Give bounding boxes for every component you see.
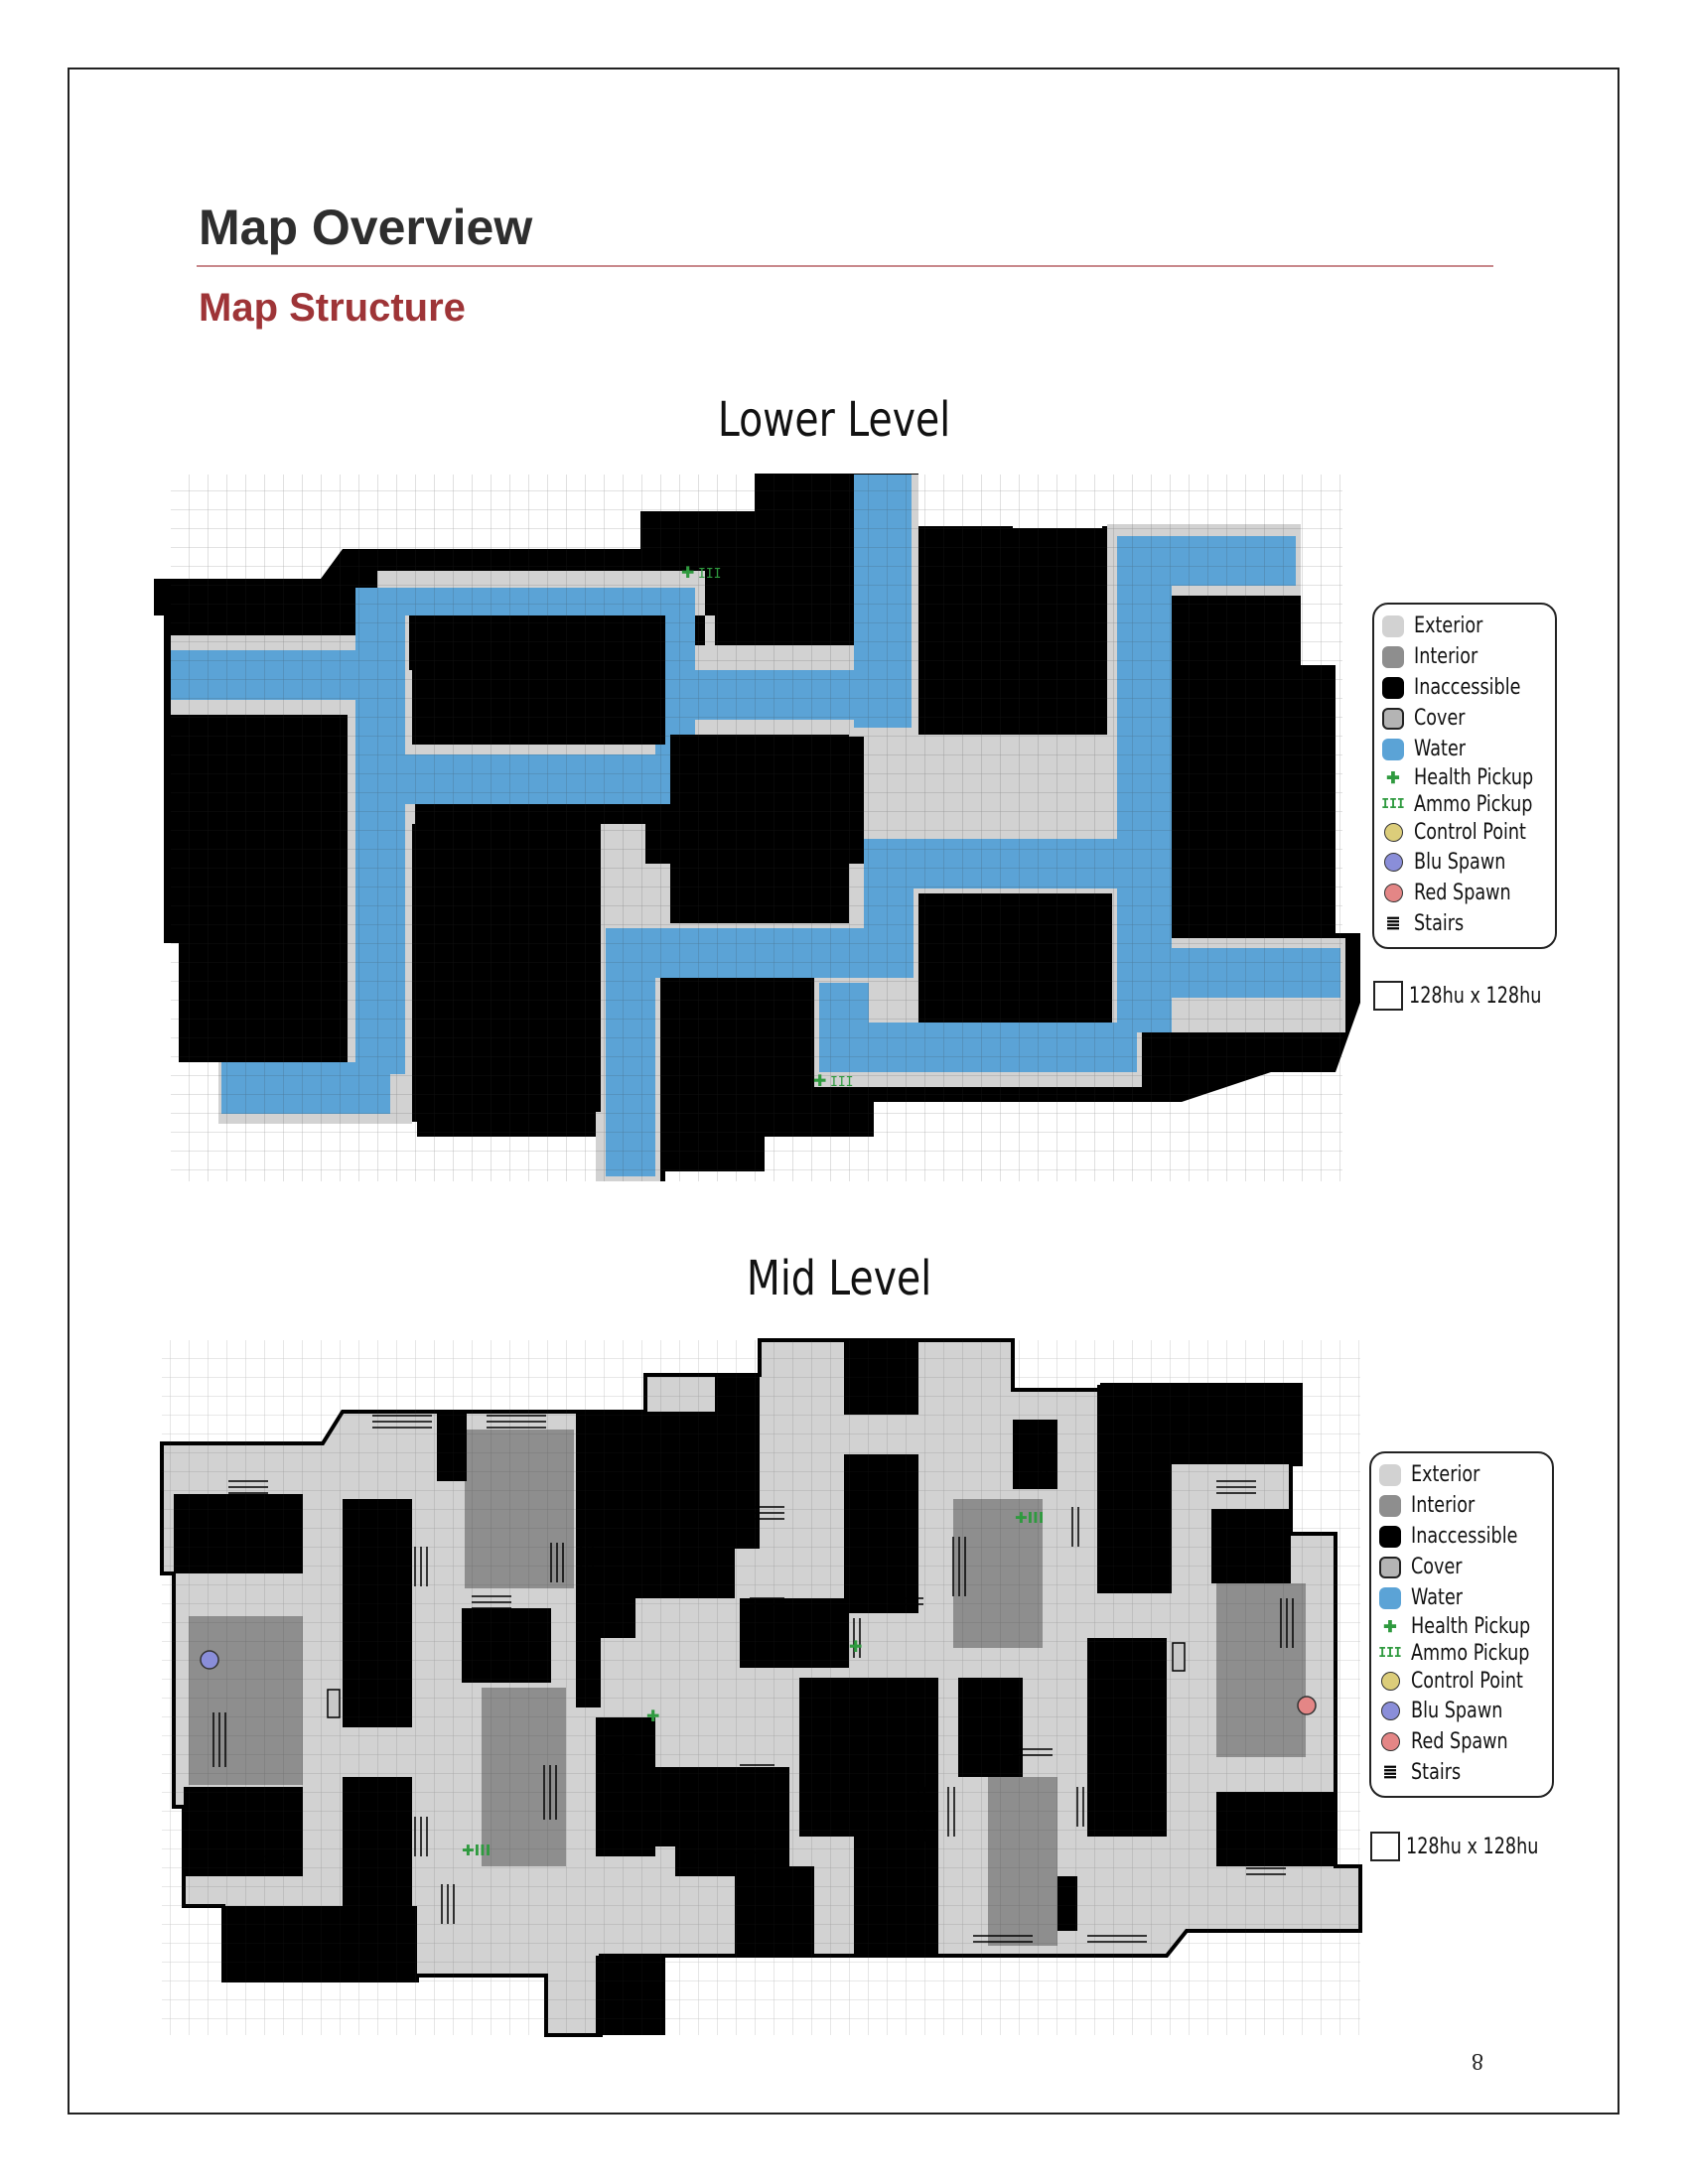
legend-item: Control Point (1371, 1667, 1552, 1696)
mid-legend (1369, 1451, 1554, 1798)
stairs-icon: ≣ (1382, 1762, 1398, 1782)
legend-item: Cover (1371, 1552, 1552, 1582)
svg-text:III: III (698, 567, 722, 582)
control-point-marker (1384, 823, 1403, 842)
inaccessible-swatch (1379, 1526, 1401, 1548)
legend-item: Exterior (1374, 611, 1555, 641)
legend-item: ≣ Stairs (1371, 1757, 1552, 1788)
mid-level-caption: Mid Level (746, 1251, 932, 1306)
scale-label: 128hu x 128hu (1406, 1834, 1539, 1859)
water-swatch (1379, 1587, 1401, 1609)
legend-item: III Ammo Pickup (1381, 792, 1533, 817)
lower-grid-overlay (171, 475, 1342, 1181)
grid-square-icon (1370, 1832, 1400, 1861)
exterior-swatch (1382, 615, 1404, 637)
legend-item: Water (1371, 1582, 1552, 1613)
lower-level-map (154, 474, 1360, 1181)
health-cross-icon: ✚ (1383, 1618, 1397, 1636)
legend-item: ✚ Health Pickup (1374, 764, 1555, 791)
legend-item: Exterior (1371, 1459, 1552, 1490)
blu-spawn-marker (201, 1651, 218, 1669)
mid-health-pickup: ✚ (849, 1637, 863, 1656)
red-spawn-marker (1384, 884, 1403, 902)
section-title: Map Structure (199, 286, 466, 330)
mid-health-ammo-pickup: ✚III (1015, 1509, 1045, 1527)
legend-item: Blu Spawn (1374, 847, 1555, 878)
legend-item: Inaccessible (1371, 1521, 1552, 1552)
legend-item: ✚ Health Pickup (1371, 1613, 1552, 1640)
mid-grid-overlay (162, 1340, 1360, 2035)
legend-item: Control Point (1374, 818, 1555, 847)
legend-item: Water (1374, 734, 1555, 764)
svg-text:✚: ✚ (813, 1071, 827, 1090)
blu-spawn-marker (1381, 1702, 1400, 1720)
svg-text:III: III (830, 1075, 854, 1090)
page-title: Map Overview (199, 200, 533, 255)
interior-swatch (1382, 646, 1404, 668)
legend-item: Red Spawn (1374, 878, 1555, 908)
inaccessible-swatch (1382, 677, 1404, 699)
svg-text:✚: ✚ (681, 563, 695, 582)
mid-health-ammo-pickup: ✚III (462, 1842, 492, 1859)
legend-item: ≣ Stairs (1374, 908, 1555, 939)
cover-swatch (1382, 708, 1404, 730)
interior-swatch (1379, 1495, 1401, 1517)
water-swatch (1382, 739, 1404, 760)
legend-item: Interior (1371, 1490, 1552, 1521)
red-spawn-marker (1381, 1732, 1400, 1751)
mid-cover-crate (328, 1690, 340, 1717)
lower-legend (1372, 603, 1557, 949)
mid-level-map (162, 1340, 1360, 2035)
mid-scale-indicator (1370, 1832, 1572, 1861)
health-cross-icon: ✚ (1386, 769, 1400, 787)
exterior-swatch (1379, 1464, 1401, 1486)
stairs-icon: ≣ (1385, 913, 1401, 933)
ammo-icon: III (1378, 1646, 1402, 1661)
legend-item: Interior (1374, 641, 1555, 672)
legend-item: Red Spawn (1371, 1726, 1552, 1757)
cover-swatch (1379, 1557, 1401, 1578)
mid-health-pickup: ✚ (646, 1706, 660, 1725)
page-number: 8 (1472, 2048, 1483, 2074)
lower-scale-indicator (1373, 981, 1575, 1011)
lower-level-caption: Lower Level (717, 392, 951, 448)
scale-label: 128hu x 128hu (1409, 983, 1542, 1009)
grid-square-icon (1373, 981, 1403, 1011)
red-spawn-marker (1298, 1697, 1316, 1714)
legend-item: Inaccessible (1374, 672, 1555, 703)
legend-item: Blu Spawn (1371, 1696, 1552, 1726)
mid-cover-crate (1173, 1643, 1185, 1671)
blu-spawn-marker (1384, 853, 1403, 872)
legend-item: III Ammo Pickup (1378, 1641, 1530, 1666)
control-point-marker (1381, 1672, 1400, 1691)
legend-item: Cover (1374, 703, 1555, 734)
ammo-icon: III (1381, 797, 1405, 812)
